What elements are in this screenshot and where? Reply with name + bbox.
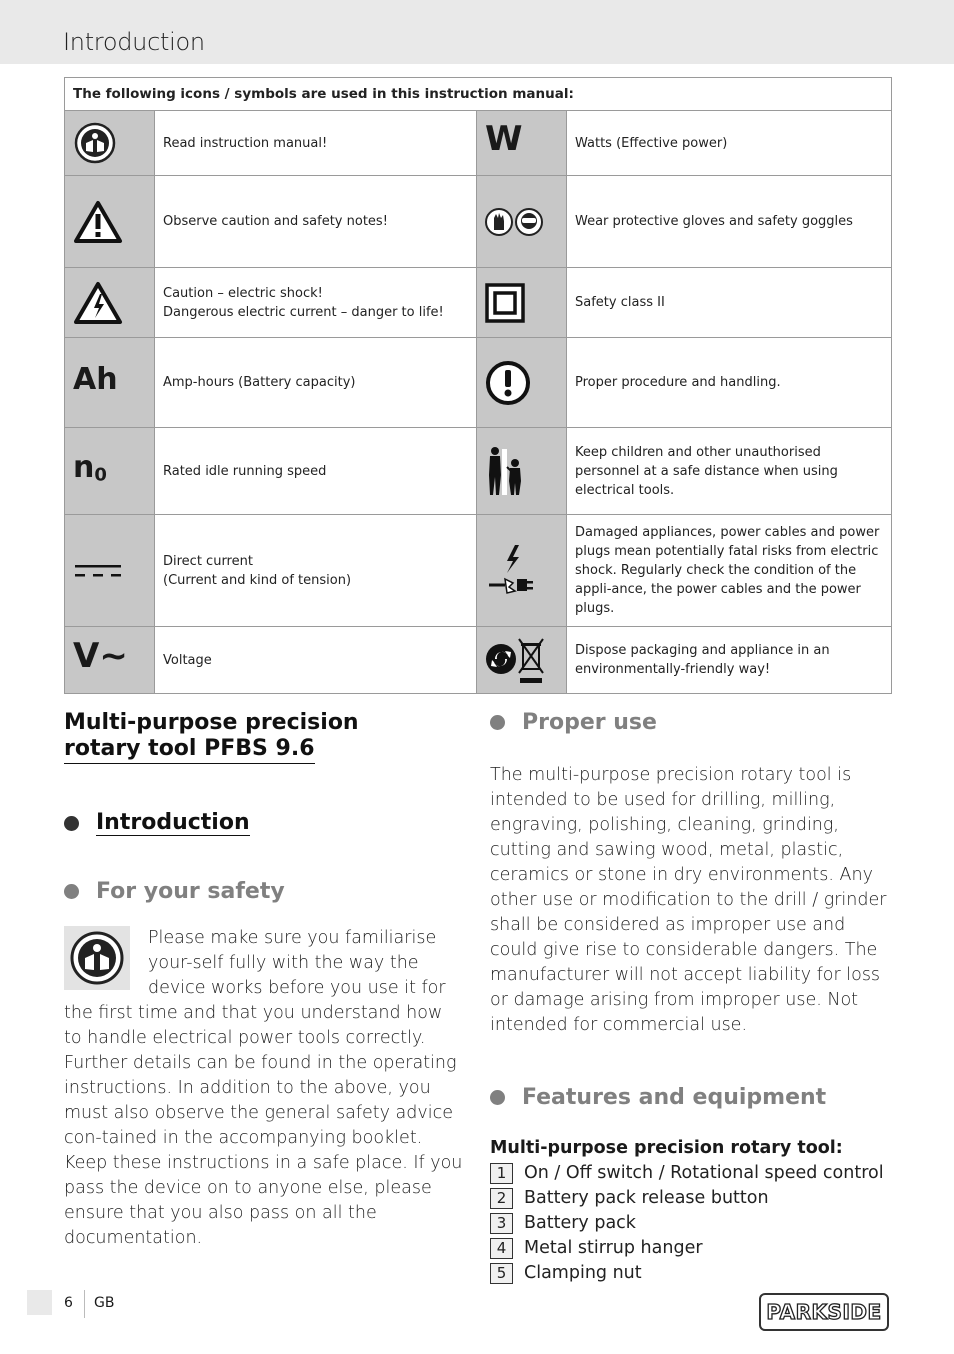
symbol-desc: Keep children and other unauthorised personnel at a safe distance when using electrical tools. — [567, 428, 892, 515]
table-row — [65, 515, 892, 627]
page-title: Introduction — [63, 28, 205, 56]
gloves-goggles-icon — [477, 176, 567, 268]
symbols-table-heading: The following icons / symbols are used in this instruction manual: — [65, 78, 892, 111]
symbol-desc: Safety class II — [567, 268, 892, 338]
table-row — [65, 268, 892, 338]
table-row — [65, 176, 892, 268]
symbol-desc: Proper procedure and handling. — [567, 338, 892, 428]
features-list — [490, 1161, 890, 1286]
amp-hours-symbol: Ah — [65, 338, 155, 428]
symbol-desc: Watts (Effective power) — [567, 111, 892, 176]
voltage-symbol: V~ — [65, 627, 155, 694]
recycle-dispose-icon — [477, 627, 567, 694]
symbol-desc: Wear protective gloves and safety goggles — [567, 176, 892, 268]
symbol-desc: Observe caution and safety notes! — [155, 176, 477, 268]
symbol-desc: Amp-hours (Battery capacity) — [155, 338, 477, 428]
page-number: 6 — [64, 1295, 73, 1311]
list-item: 1 On / Off switch / Rotational speed control — [490, 1161, 890, 1186]
features-subheading: Multi-purpose precision rotary tool: — [490, 1138, 843, 1158]
symbol-desc: Dispose packaging and appliance in an environmentally-friendly way! — [567, 627, 892, 694]
table-row — [65, 338, 892, 428]
watts-symbol: W — [477, 111, 567, 176]
symbol-desc: Damaged appliances, power cables and power plugs mean potentially fatal risks from electric shock. Regularly check the condition of the appli-ance, the power cables and the power plugs. — [567, 515, 892, 627]
symbol-desc: Read instruction manual! — [155, 111, 477, 176]
exclamation-circle-icon — [477, 338, 567, 428]
symbol-desc: Caution – electric shock! Dangerous electric current – danger to life! — [155, 268, 477, 338]
list-item: 2 Battery pack release button — [490, 1186, 890, 1211]
safety-text: Please make sure you familiarise your-self fully with the way the device works before you use it for the first time and that you understand how to handle electrical power tools correctly. Further details can be found in the operating instructions. In addition to the above, you must also observe the general safety advice con-tained in the accompanying booklet. Keep these instructions in a safe place. If you pass the device on to anyone else, please ensure that you also pass on all the documentation. — [64, 928, 463, 1248]
proper-use-heading: Proper use — [490, 710, 890, 735]
footer-marker — [27, 1290, 52, 1315]
read-manual-icon — [65, 111, 155, 176]
damaged-plug-icon — [477, 515, 567, 627]
list-item: 4 Metal stirrup hanger — [490, 1236, 890, 1261]
proper-use-text: The multi-purpose precision rotary tool is intended to be used for drilling, milling, engraving, polishing, cleaning, grinding, cutting and sawing wood, metal, plastic, ceramics or stone in dry environments. Any other use or modification to the drill / grinder shall be considered as improper use and could give rise to considerable dangers. The manufacturer will not accept liability for loss or damage arising from improper use. Not intended for commercial use. — [490, 765, 887, 1035]
language-code: GB — [94, 1295, 115, 1311]
symbol-desc: Voltage — [155, 627, 477, 694]
keep-children-away-icon — [477, 428, 567, 515]
bullet-icon — [490, 1090, 505, 1105]
electric-shock-icon — [65, 268, 155, 338]
idle-speed-symbol: $n_0$ — [65, 428, 155, 515]
read-manual-icon — [64, 926, 130, 990]
bullet-icon — [64, 816, 79, 831]
product-title: Multi-purpose precision rotary tool PFBS 9.6 — [64, 710, 464, 764]
table-row — [65, 428, 892, 515]
symbol-desc: Rated idle running speed — [155, 428, 477, 515]
page-header — [0, 0, 954, 64]
list-item: 5 Clamping nut — [490, 1261, 890, 1286]
left-column — [64, 710, 464, 1251]
table-row — [65, 627, 892, 694]
right-column — [490, 710, 890, 1286]
list-item: 3 Battery pack — [490, 1211, 890, 1236]
symbols-table — [64, 77, 892, 694]
introduction-heading: Introduction — [64, 810, 464, 836]
bullet-icon — [490, 715, 505, 730]
warning-triangle-icon — [65, 176, 155, 268]
direct-current-icon — [65, 515, 155, 627]
features-heading: Features and equipment — [490, 1085, 890, 1110]
safety-class-ii-icon — [477, 268, 567, 338]
footer-divider — [84, 1290, 85, 1318]
table-row — [65, 111, 892, 176]
brand-logo: PARKSIDE — [759, 1293, 889, 1331]
bullet-icon — [64, 884, 79, 899]
safety-heading: For your safety — [64, 879, 464, 904]
symbol-desc: Direct current (Current and kind of tension) — [155, 515, 477, 627]
